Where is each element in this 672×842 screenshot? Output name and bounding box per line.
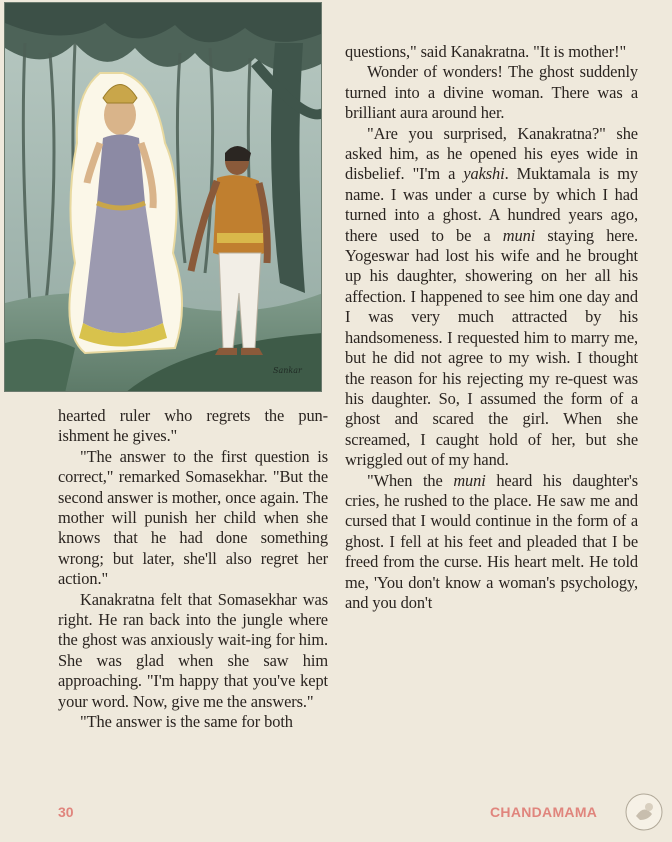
right_column-paragraph: "Are you surprised, Kanakratna?" she asked him, as he opened his eyes wide in disbelief. "I'm a yakshi. Muktamala is my name. I was under a curse by which I had turned into a ghost. A hundred years ago, there used to be a muni staying here. Yogeswar had lost his wife and he brought up his daughter, showering on her all his affection. I happened to see him one day and I was very much attracted by his handsomeness. I requested him to marry me, but he did not agree to my wish. I thought the reason for his rejecting my re-quest was his daughter. So, I assumed the form of a ghost and scared the girl. When she screamed, I caught hold of her, but she wriggled out of my hand. — [345, 123, 638, 470]
right-text-column — [345, 42, 638, 613]
yakshi-and-boy-in-forest-icon — [5, 3, 322, 392]
magazine-title: CHANDAMAMA — [490, 804, 598, 820]
left_column-paragraph: "The answer to the first question is correct," remarked Somasekhar. "But the second answer is mother, once again. The mother will punish her child when she knows that he had done something wrong; but later, she'll also regret her action." — [58, 446, 328, 589]
story-illustration — [4, 2, 322, 392]
right_column-paragraph: "When the muni heard his daughter's cries, he rushed to the place. He saw me and cursed that I would continue in the form of a ghost. I fell at his feet and pleaded that I be freed from the curse. His heart melt. He told me, 'You don't know a woman's psychology, and you don't — [345, 470, 638, 612]
right_column-paragraph: Wonder of wonders! The ghost suddenly turned into a divine woman. There was a brilliant aura around her. — [345, 62, 638, 123]
left_column-paragraph: Kanakratna felt that Somasekhar was right. He ran back into the jungle where the ghost was anxiously wait-ing for him. She was glad when she saw him approaching. "I'm happy that you've kept your word. Now, give me the answers." — [58, 589, 328, 711]
left-text-column — [58, 406, 328, 733]
page-number: 30 — [58, 804, 74, 820]
artist-signature: Sankar — [273, 366, 302, 375]
left_column-paragraph: hearted ruler who regrets the pun-ishment he gives." — [58, 406, 328, 446]
left_column-paragraph: "The answer is the same for both — [80, 712, 293, 732]
chandamama-logo-icon — [624, 792, 664, 832]
right_column-paragraph: questions," said Kanakratna. "It is mother!" — [345, 42, 627, 61]
